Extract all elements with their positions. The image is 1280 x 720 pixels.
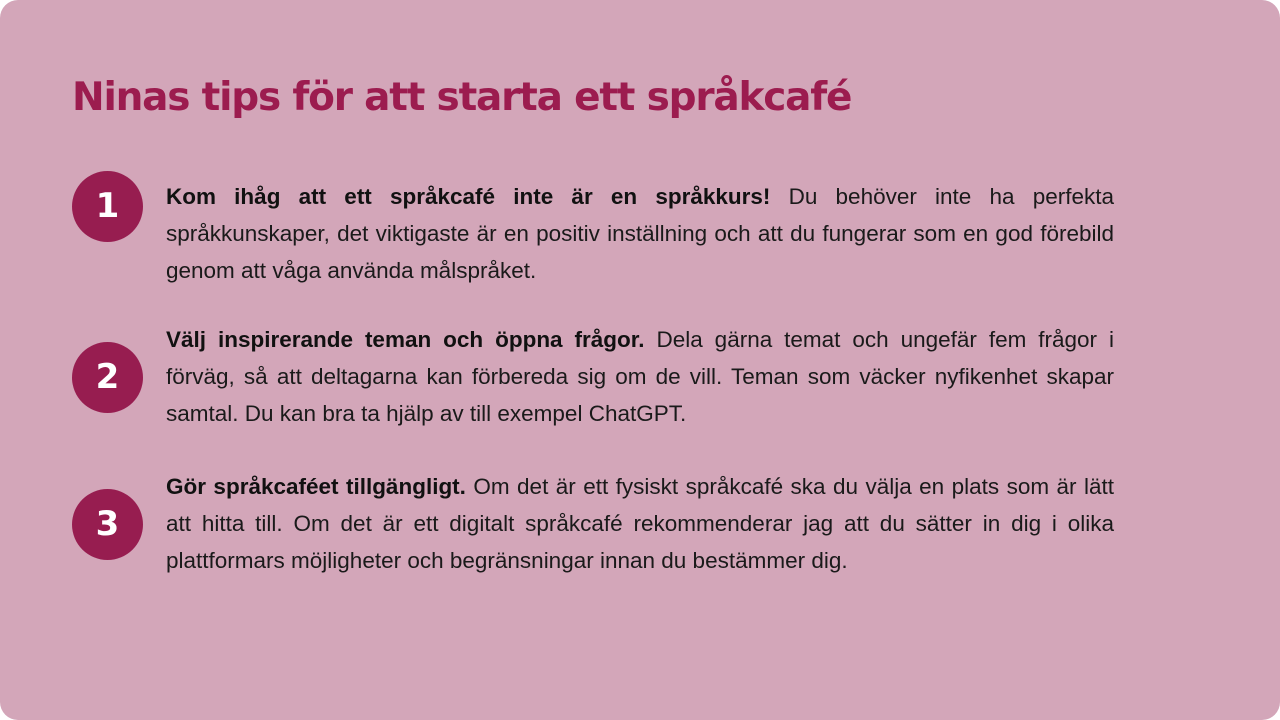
slide-title: Ninas tips för att starta ett språkcafé <box>72 75 852 120</box>
tip-heading: Gör språkcaféet tillgängligt. <box>166 474 466 499</box>
number-badge: 2 <box>72 342 143 413</box>
tip-body: Du behöver inte ha perfekta språkkunskaper, det viktigaste är en positiv inställning och att du fungerar som en god förebild genom att våga använda målspråket. <box>166 184 1115 283</box>
number-badge: 3 <box>72 489 143 560</box>
tip-text <box>166 468 1114 579</box>
tip-body: Om det är ett fysiskt språkcafé ska du välja en plats som är lätt att hitta till. Om det är ett digitalt språkcafé rekommenderar jag att du sätter in dig i olika plattformars möjligheter och begränsningar innan du bestämmer dig. <box>166 474 1114 573</box>
number-badge: 1 <box>72 171 143 242</box>
tip-text <box>166 321 1114 432</box>
tip-heading: Kom ihåg att ett språkcafé inte är en språkkurs! <box>166 184 771 209</box>
tip-heading: Välj inspirerande teman och öppna frågor. <box>166 327 645 352</box>
tip-text <box>166 178 1114 289</box>
tip-body: Dela gärna temat och ungefär fem frågor i förväg, så att deltagarna kan förbereda sig om de vill. Teman som väcker nyfikenhet skapar samtal. Du kan bra ta hjälp av till exempel ChatGPT. <box>166 327 1114 426</box>
